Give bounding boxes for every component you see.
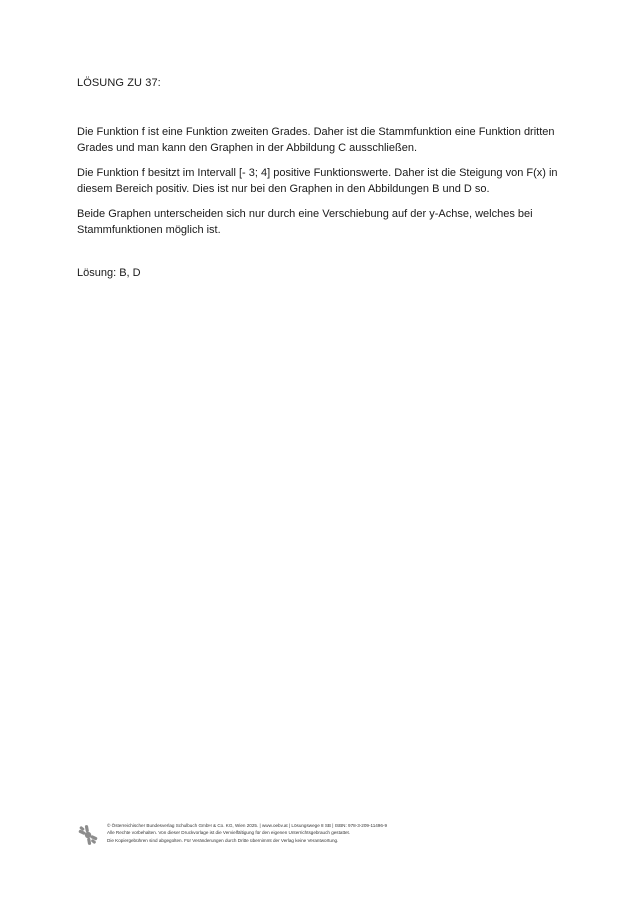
copyright-line-3: Die Kopiergebühren sind abgegolten. Für Veränderungen durch Dritte übernimmt der Verlag keine Verantwortung.	[107, 837, 339, 843]
page-footer	[77, 822, 557, 848]
publisher-star-logo-icon	[77, 824, 99, 846]
copyright-line-1: © Österreichischer Bundesverlag Schulbuch GmbH & Co. KG, Wien 2025. | www.oebv.at | Lösungswege 8 SB | ISBN: 978-3-209-11496-9	[107, 823, 388, 828]
paragraph-1: Die Funktion f ist eine Funktion zweiten Grades. Daher ist die Stammfunktion eine Funktion dritten Grades und man kann den Graphen in der Abbildung C ausschließen.	[77, 126, 555, 154]
copyright-line-2: Alle Rechte vorbehalten. Von dieser Druckvorlage ist die Vervielfältigung für den eigenen Unterrichtsgebrauch gestattet.	[107, 830, 351, 836]
solution-answer: Lösung: B, D	[77, 267, 141, 279]
paragraph-3: Beide Graphen unterscheiden sich nur durch eine Verschiebung auf der y-Achse, welches bei Stammfunktionen möglich ist.	[77, 208, 533, 236]
copyright-notice	[107, 822, 567, 844]
paragraph-2: Die Funktion f besitzt im Intervall [- 3; 4] positive Funktionswerte. Daher ist die Steigung von F(x) in diesem Bereich positiv. Dies ist nur bei den Graphen in den Abbildungen B und D so.	[77, 167, 558, 195]
page-heading: LÖSUNG ZU 37:	[77, 77, 161, 89]
solution-explanation	[77, 124, 567, 247]
